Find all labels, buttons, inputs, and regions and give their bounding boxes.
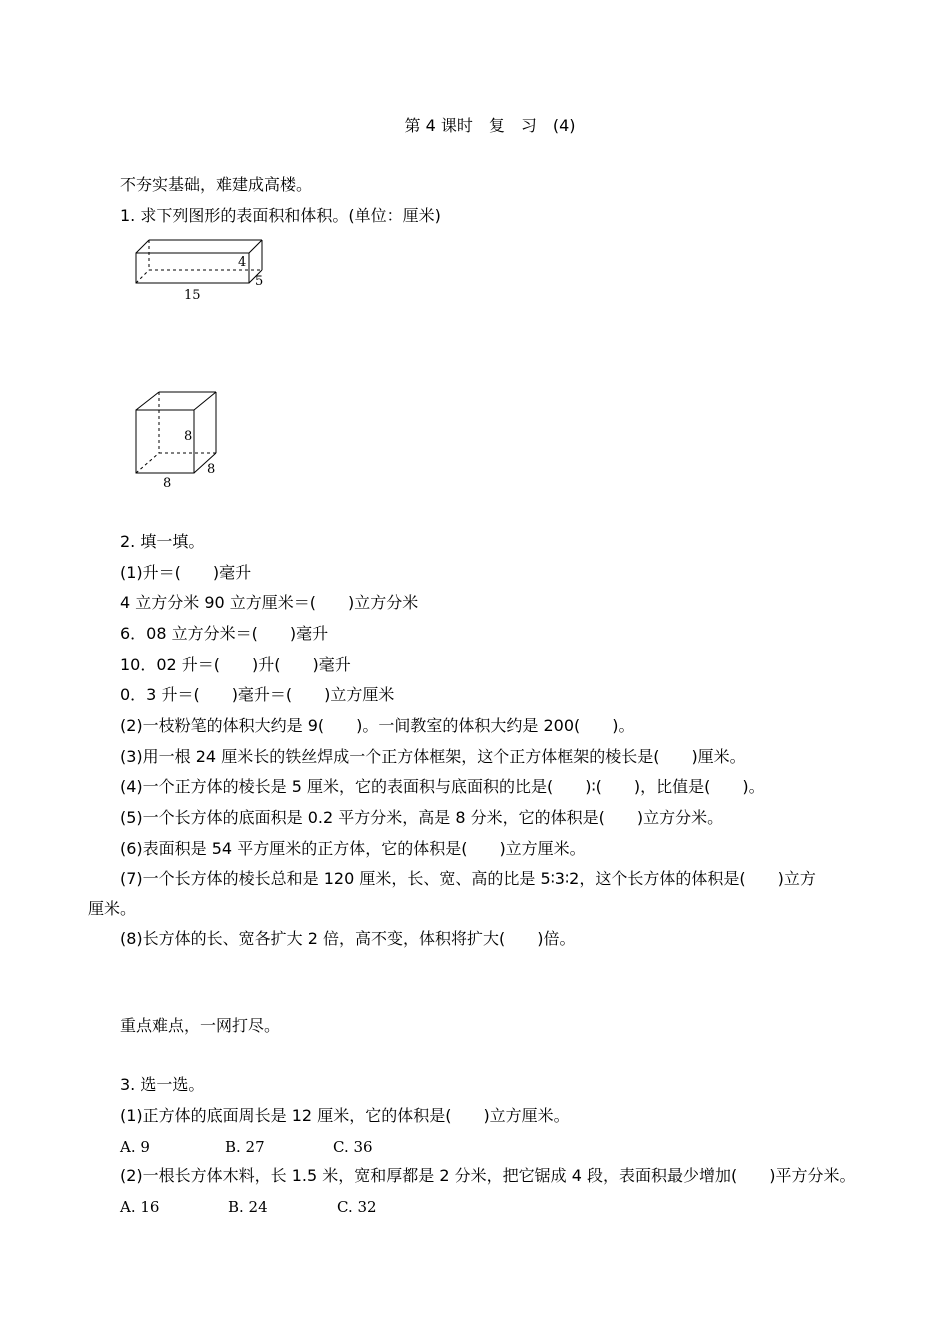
q2-line: (2)一枝粉笔的体积大约是 9( )。一间教室的体积大约是 200( )。 [120,716,635,735]
cuboid-length-label: 15 [184,288,201,303]
q3-sub1-option-c[interactable]: C. 36 [333,1138,373,1156]
q2-line: (6)表面积是 54 平方厘米的正方体，它的体积是( )立方厘米。 [120,839,586,858]
cuboid-figure [126,230,276,310]
q2-line: 6．08 立方分米＝( )毫升 [120,624,329,643]
q2-line: 0．3 升＝( )毫升＝( )立方厘米 [120,685,395,704]
q2-line: (4)一个正方体的棱长是 5 厘米，它的表面积与底面积的比是( )∶( )，比值是( )。 [120,777,765,796]
q3-sub2-option-b[interactable]: B. 24 [228,1198,268,1216]
question-3-prompt: 3. 选一选。 [120,1075,205,1094]
question-2-prompt: 2. 填一填。 [120,532,205,551]
q2-line-continuation: 厘米。 [88,899,137,918]
section-heading-basics: 不夯实基础，难建成高楼。 [120,175,313,194]
q3-sub2-text: (2)一根长方体木料，长 1.5 米，宽和厚都是 2 分米，把它锯成 4 段，表面积最少增加( )平方分米。 [120,1166,856,1185]
q2-line: (1)升＝( )毫升 [120,563,252,582]
section-heading-key-points: 重点难点，一网打尽。 [120,1016,281,1035]
q3-sub1-option-a[interactable]: A. 9 [120,1138,150,1156]
cuboid-width-label: 5 [255,274,264,289]
q2-line: 10．02 升＝( )升( )毫升 [120,655,351,674]
cube-side-label: 8 [184,429,193,444]
q3-sub2-option-c[interactable]: C. 32 [337,1198,377,1216]
q3-sub1-text: (1)正方体的底面周长是 12 厘米，它的体积是( )立方厘米。 [120,1106,570,1125]
cuboid-height-label: 4 [238,255,247,270]
page-title: 第 4 课时 复 习 (4) [404,116,576,135]
q3-sub2-option-a[interactable]: A. 16 [120,1198,160,1216]
q2-line: (7)一个长方体的棱长总和是 120 厘米，长、宽、高的比是 5∶3∶2，这个长方体的体积是( )立方 [120,869,816,888]
q2-line: (8)长方体的长、宽各扩大 2 倍，高不变，体积将扩大( )倍。 [120,929,576,948]
q2-line: (3)用一根 24 厘米长的铁丝焊成一个正方体框架，这个正方体框架的棱长是( )厘米。 [120,747,746,766]
cube-bottom-label: 8 [163,476,172,491]
q2-line: (5)一个长方体的底面积是 0.2 平方分米，高是 8 分米，它的体积是( )立方分米。 [120,808,724,827]
cube-depth-label: 8 [207,462,216,477]
q3-sub1-option-b[interactable]: B. 27 [225,1138,265,1156]
q2-line: 4 立方分米 90 立方厘米＝( )立方分米 [120,593,419,612]
cube-figure [126,385,236,495]
question-1-prompt: 1. 求下列图形的表面积和体积。(单位：厘米) [120,206,441,225]
